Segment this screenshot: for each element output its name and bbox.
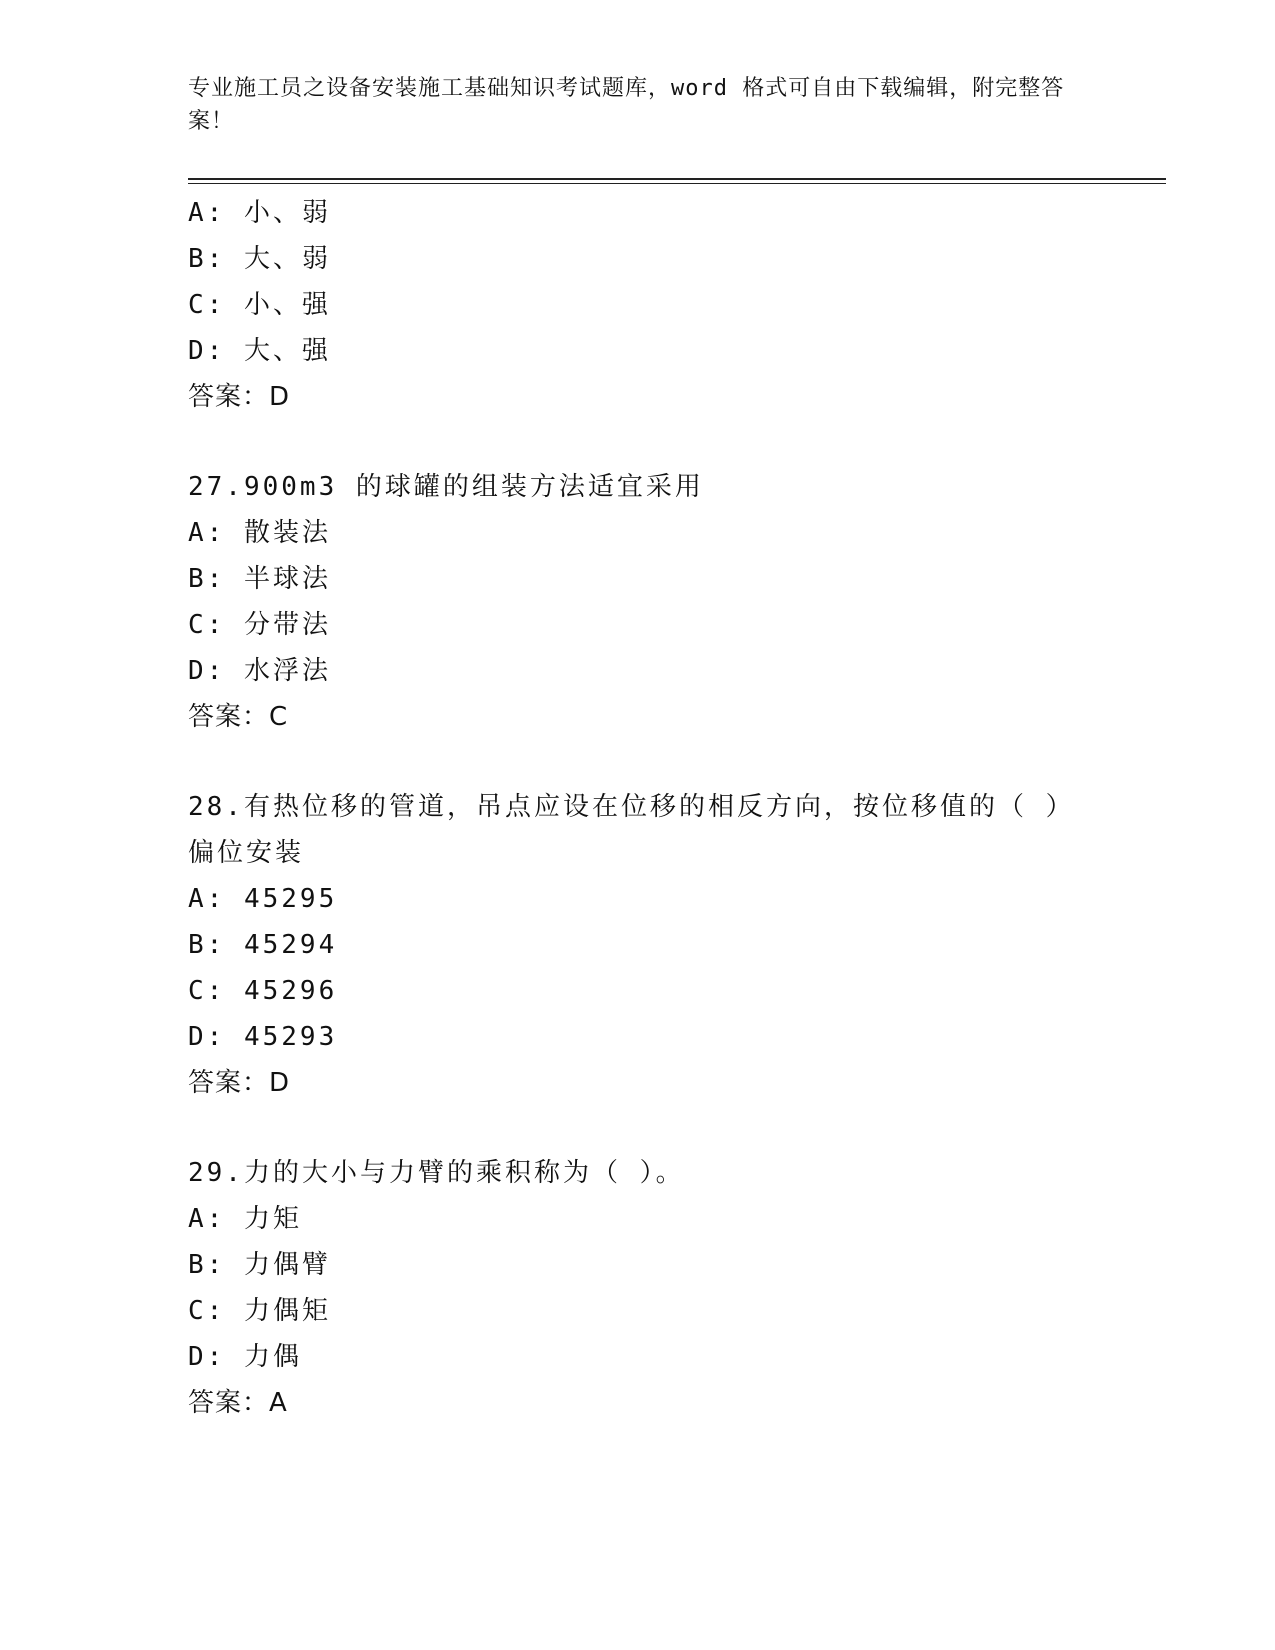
option-d: D: 45293 xyxy=(188,1022,338,1052)
option-d: D: 水浮法 xyxy=(188,656,331,686)
question-stem-continued: 偏位安装 xyxy=(188,838,305,868)
option-c: C: 力偶矩 xyxy=(188,1296,331,1326)
option-a: A: 小、弱 xyxy=(188,198,331,228)
question-block-27 xyxy=(188,464,1166,740)
header-divider-secondary xyxy=(188,183,1166,184)
option-a: A: 45295 xyxy=(188,884,338,914)
answer: 答案：D xyxy=(188,1068,291,1098)
option-c: C: 45296 xyxy=(188,976,338,1006)
question-block-prev xyxy=(188,190,1166,420)
header-divider xyxy=(188,178,1166,180)
option-a: A: 散装法 xyxy=(188,518,331,548)
option-b: B: 力偶臂 xyxy=(188,1250,331,1280)
option-b: B: 45294 xyxy=(188,930,338,960)
question-block-28 xyxy=(188,784,1166,1106)
option-b: B: 大、弱 xyxy=(188,244,331,274)
question-stem: 27.900m3 的球罐的组装方法适宜采用 xyxy=(188,472,704,502)
question-block-29 xyxy=(188,1150,1166,1426)
question-stem: 29.力的大小与力臂的乘积称为（ ）。 xyxy=(188,1158,685,1188)
answer: 答案：C xyxy=(188,702,289,732)
answer: 答案：A xyxy=(188,1388,288,1418)
option-c: C: 小、强 xyxy=(188,290,331,320)
option-c: C: 分带法 xyxy=(188,610,331,640)
option-a: A: 力矩 xyxy=(188,1204,302,1234)
question-list xyxy=(188,190,1166,1426)
option-d: D: 力偶 xyxy=(188,1342,302,1372)
answer: 答案：D xyxy=(188,382,291,412)
option-d: D: 大、强 xyxy=(188,336,331,366)
document-header: 专业施工员之设备安装施工基础知识考试题库，word 格式可自由下载编辑，附完整答案！ xyxy=(188,76,1065,134)
question-stem: 28.有热位移的管道，吊点应设在位移的相反方向，按位移值的（ ） xyxy=(188,792,1075,822)
option-b: B: 半球法 xyxy=(188,564,331,594)
